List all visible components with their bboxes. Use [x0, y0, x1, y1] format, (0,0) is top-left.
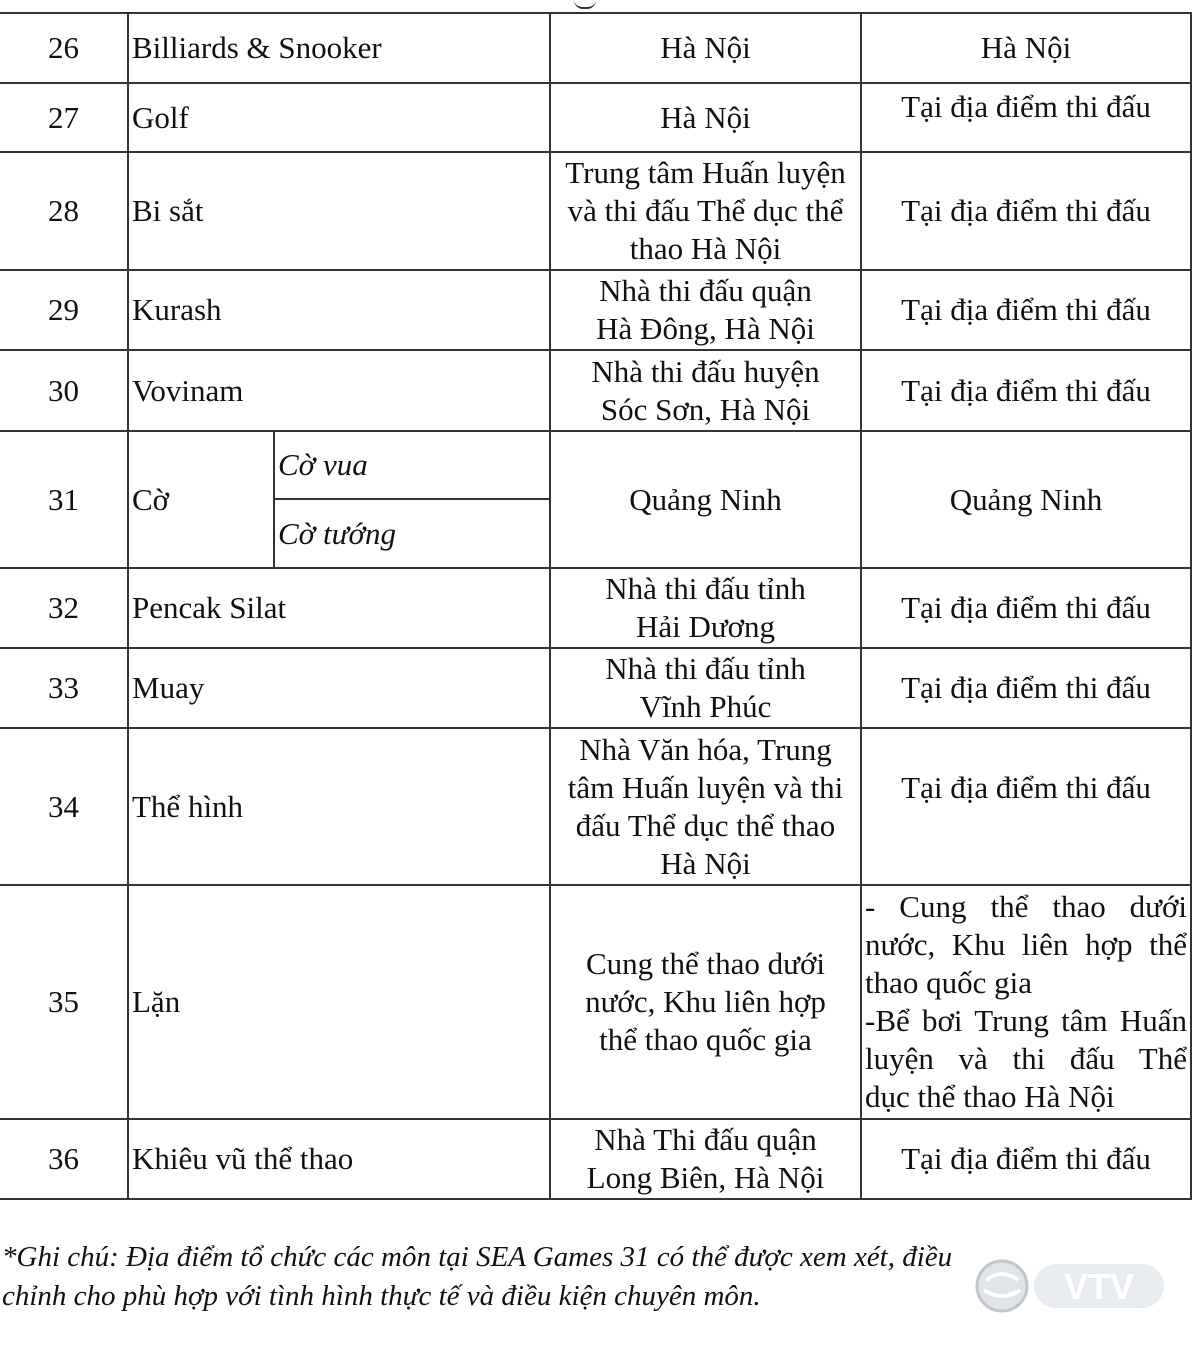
venue-cell [550, 1119, 861, 1199]
table-row [0, 152, 1191, 270]
place-line: Tại địa điểm thi đấu [901, 590, 1151, 625]
place-line: dục thể thao Hà Nội [865, 1079, 1115, 1114]
sport-name: Thể hình [128, 728, 550, 885]
row-number: 34 [0, 728, 128, 885]
venue-line: Hải Dương [635, 609, 776, 644]
row-number: 35 [0, 885, 128, 1119]
venue-line: Hà Nội [660, 99, 751, 135]
table-row [0, 431, 1191, 499]
row-number: 32 [0, 568, 128, 648]
sport-name: Khiêu vũ thể thao [128, 1119, 550, 1199]
venue-cell [550, 13, 861, 83]
sport-name: Lặn [128, 885, 550, 1119]
table-row [0, 1119, 1191, 1199]
venue-line: Nhà thi đấu tỉnh [605, 571, 806, 606]
table-row [0, 270, 1191, 350]
row-number: 31 [0, 431, 128, 568]
row-number: 29 [0, 270, 128, 350]
row-number: 26 [0, 13, 128, 83]
table-row [0, 648, 1191, 728]
row-number: 30 [0, 350, 128, 431]
place-line: nước, Khu liên hợp thể [865, 927, 1187, 962]
venue-line: Vĩnh Phúc [639, 689, 772, 724]
place-line: Tại địa điểm thi đấu [901, 670, 1151, 705]
place-cell [861, 13, 1191, 83]
place-line: Hà Nội [980, 30, 1072, 65]
venue-cell [550, 568, 861, 648]
place-line: Tại địa điểm thi đấu [901, 1141, 1151, 1176]
sport-name: Pencak Silat [128, 568, 550, 648]
venue-cell [550, 431, 861, 568]
sport-name: Vovinam [128, 350, 550, 431]
table-row [0, 885, 1191, 1119]
footnote-line: *Ghi chú: Địa điểm tổ chức các môn tại SEA Games 31 có thể được xem xét, điều [2, 1241, 953, 1273]
place-line: - Cung thể thao dưới [865, 889, 1187, 924]
sport-name: Billiards & Snooker [128, 13, 550, 83]
venue-line: nước, Khu liên hợp [585, 984, 826, 1019]
venue-cell [550, 152, 861, 270]
sport-name: Kurash [128, 270, 550, 350]
footnote-line: chỉnh cho phù hợp với tình hình thực tế và điều kiện chuyên môn. [2, 1280, 761, 1312]
venue-line: Nhà thi đấu quận [599, 273, 812, 308]
vtv-watermark-logo [972, 1258, 1168, 1314]
venue-line: Hà Nội [660, 845, 751, 881]
venue-line: Sóc Sơn, Hà Nội [600, 391, 811, 427]
venue-line: Nhà thi đấu huyện [591, 353, 820, 389]
row-number: 36 [0, 1119, 128, 1199]
venue-cell [550, 270, 861, 350]
place-cell [861, 568, 1191, 648]
venue-cell [550, 83, 861, 152]
place-line: -Bể bơi Trung tâm Huấn [865, 1003, 1187, 1038]
page-edge-artifact [574, 0, 596, 9]
venue-line: Long Biên, Hà Nội [586, 1160, 825, 1195]
sub-sport-name: Cờ tướng [274, 499, 550, 568]
place-cell [861, 270, 1191, 350]
place-cell [861, 350, 1191, 431]
globe-icon [977, 1261, 1027, 1311]
venue-line: Quảng Ninh [629, 481, 782, 517]
row-number: 27 [0, 83, 128, 152]
venue-table [0, 12, 1192, 1200]
place-line: Quảng Ninh [949, 481, 1103, 517]
table-row [0, 83, 1191, 152]
venue-line: Hà Đông, Hà Nội [596, 311, 815, 346]
venue-line: thao Hà Nội [629, 231, 782, 266]
venue-line: tâm Huấn luyện và thi [567, 769, 844, 805]
place-cell [861, 152, 1191, 270]
venue-cell [550, 885, 861, 1119]
sport-name: Cờ [128, 431, 274, 568]
table-row [0, 728, 1191, 885]
table-row [0, 350, 1191, 431]
venue-line: Hà Nội [660, 30, 751, 65]
venue-line: Nhà Thi đấu quận [594, 1122, 817, 1157]
sport-name: Golf [128, 83, 550, 152]
place-line: Tại địa điểm thi đấu [901, 770, 1151, 805]
place-line: Tại địa điểm thi đấu [901, 193, 1151, 228]
sub-sport-name: Cờ vua [274, 431, 550, 499]
venue-line: thể thao quốc gia [599, 1022, 812, 1057]
sport-name: Bi sắt [128, 152, 550, 270]
place-line: Tại địa điểm thi đấu [901, 89, 1151, 124]
place-line: thao quốc gia [865, 965, 1033, 1000]
sport-name: Muay [128, 648, 550, 728]
table-row [0, 568, 1191, 648]
place-cell [861, 1119, 1191, 1199]
venue-line: Nhà thi đấu tỉnh [605, 651, 806, 686]
venue-cell [550, 350, 861, 431]
row-number: 28 [0, 152, 128, 270]
place-line: luyện và thi đấu Thể [865, 1041, 1187, 1076]
place-cell [861, 728, 1191, 885]
place-cell [861, 431, 1191, 568]
place-line: Tại địa điểm thi đấu [901, 372, 1151, 408]
venue-line: Cung thể thao dưới [586, 946, 825, 981]
watermark-text: VTV [1063, 1266, 1135, 1307]
venue-line: Trung tâm Huấn luyện [565, 155, 846, 190]
venue-line: Nhà Văn hóa, Trung [579, 731, 832, 767]
venue-cell [550, 728, 861, 885]
row-number: 33 [0, 648, 128, 728]
place-cell [861, 885, 1191, 1119]
venue-line: và thi đấu Thể dục thể [567, 193, 844, 228]
venue-cell [550, 648, 861, 728]
table-row [0, 13, 1191, 83]
place-cell [861, 648, 1191, 728]
place-line: Tại địa điểm thi đấu [901, 292, 1151, 327]
place-cell [861, 83, 1191, 152]
venue-line: đấu Thể dục thể thao [575, 807, 836, 843]
